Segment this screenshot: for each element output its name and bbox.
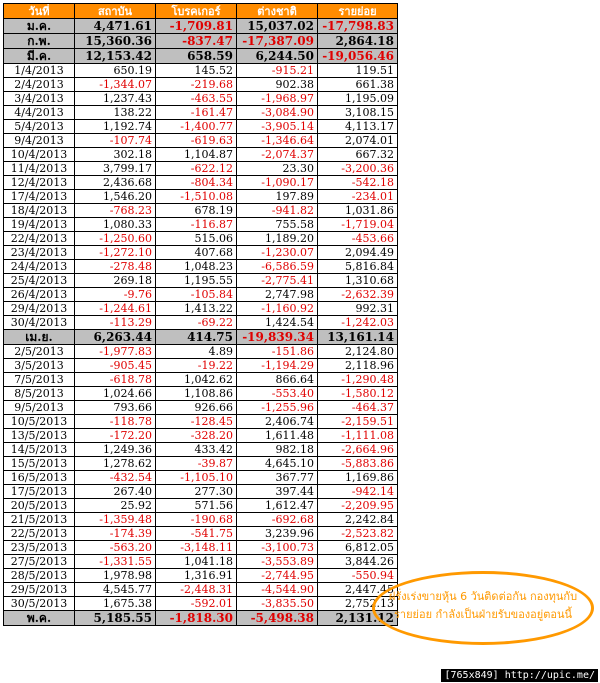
date-cell: เม.ย. — [4, 330, 75, 345]
date-cell: 22/4/2013 — [4, 232, 75, 246]
date-cell: 12/4/2013 — [4, 176, 75, 190]
table-row — [4, 204, 398, 218]
date-cell: 26/4/2013 — [4, 288, 75, 302]
value-cell: 1,978.98 — [75, 569, 156, 583]
table-row — [4, 555, 398, 569]
value-cell: -1,400.77 — [156, 120, 237, 134]
value-cell: -1,160.92 — [237, 302, 318, 316]
value-cell: 13,161.14 — [318, 330, 398, 345]
table-row — [4, 583, 398, 597]
value-cell: 667.32 — [318, 148, 398, 162]
value-cell: 793.66 — [75, 401, 156, 415]
value-cell: 15,360.36 — [75, 34, 156, 49]
value-cell: -9.76 — [75, 288, 156, 302]
date-cell: 20/5/2013 — [4, 499, 75, 513]
column-header: รายย่อย — [318, 4, 398, 19]
value-cell: -563.20 — [75, 541, 156, 555]
value-cell: -1,290.48 — [318, 373, 398, 387]
value-cell: 5,185.55 — [75, 611, 156, 626]
value-cell: 407.68 — [156, 246, 237, 260]
value-cell: 2,131.12 — [318, 611, 398, 626]
value-cell: 902.38 — [237, 78, 318, 92]
value-cell: -107.74 — [75, 134, 156, 148]
table-row — [4, 443, 398, 457]
value-cell: 1,413.22 — [156, 302, 237, 316]
value-cell: 367.77 — [237, 471, 318, 485]
value-cell: -1,105.10 — [156, 471, 237, 485]
date-cell: พ.ค. — [4, 611, 75, 626]
table-row — [4, 106, 398, 120]
table-row — [4, 148, 398, 162]
value-cell: 1,611.48 — [237, 429, 318, 443]
value-cell: -453.66 — [318, 232, 398, 246]
value-cell: -1,331.55 — [75, 555, 156, 569]
value-cell: 2,124.80 — [318, 345, 398, 359]
table-row — [4, 387, 398, 401]
table-row — [4, 78, 398, 92]
value-cell: -3,553.89 — [237, 555, 318, 569]
value-cell: 5,816.84 — [318, 260, 398, 274]
value-cell: 1,024.66 — [75, 387, 156, 401]
value-cell: -113.29 — [75, 316, 156, 330]
date-cell: 14/5/2013 — [4, 443, 75, 457]
value-cell: 1,424.54 — [237, 316, 318, 330]
annotation-line-2: รายย่อย กำลังเป็นฝ่ายรับของอยู่ตอนนี้ — [393, 608, 573, 621]
value-cell: -1,230.07 — [237, 246, 318, 260]
value-cell: 926.66 — [156, 401, 237, 415]
date-cell: 29/4/2013 — [4, 302, 75, 316]
value-cell: -692.68 — [237, 513, 318, 527]
value-cell: -463.55 — [156, 92, 237, 106]
value-cell: 1,189.20 — [237, 232, 318, 246]
value-cell: -69.22 — [156, 316, 237, 330]
date-cell: 9/5/2013 — [4, 401, 75, 415]
value-cell: 1,249.36 — [75, 443, 156, 457]
value-cell: 2,447.45 — [318, 583, 398, 597]
date-cell: 13/5/2013 — [4, 429, 75, 443]
value-cell: 1,278.62 — [75, 457, 156, 471]
value-cell: -1,344.07 — [75, 78, 156, 92]
value-cell: 982.18 — [237, 443, 318, 457]
value-cell: 1,031.86 — [318, 204, 398, 218]
table-row — [4, 162, 398, 176]
value-cell: 755.58 — [237, 218, 318, 232]
date-cell: 17/4/2013 — [4, 190, 75, 204]
date-cell: 29/5/2013 — [4, 583, 75, 597]
value-cell: -550.94 — [318, 569, 398, 583]
value-cell: 1,237.43 — [75, 92, 156, 106]
table-row — [4, 302, 398, 316]
value-cell: -432.54 — [75, 471, 156, 485]
date-cell: 19/4/2013 — [4, 218, 75, 232]
date-cell: ม.ค. — [4, 19, 75, 34]
value-cell: 397.44 — [237, 485, 318, 499]
value-cell: -17,387.09 — [237, 34, 318, 49]
table-row — [4, 513, 398, 527]
value-cell: 3,844.26 — [318, 555, 398, 569]
date-cell: 30/5/2013 — [4, 597, 75, 611]
value-cell: -2,209.95 — [318, 499, 398, 513]
value-cell: 302.18 — [75, 148, 156, 162]
value-cell: 658.59 — [156, 49, 237, 64]
value-cell: 145.52 — [156, 64, 237, 78]
value-cell: 678.19 — [156, 204, 237, 218]
date-cell: 2/4/2013 — [4, 78, 75, 92]
value-cell: 3,799.17 — [75, 162, 156, 176]
value-cell: -942.14 — [318, 485, 398, 499]
value-cell: 866.64 — [237, 373, 318, 387]
value-cell: 2,242.84 — [318, 513, 398, 527]
date-cell: 23/4/2013 — [4, 246, 75, 260]
value-cell: 2,074.01 — [318, 134, 398, 148]
date-cell: 11/4/2013 — [4, 162, 75, 176]
value-cell: 1,080.33 — [75, 218, 156, 232]
value-cell: 571.56 — [156, 499, 237, 513]
date-cell: 3/4/2013 — [4, 92, 75, 106]
value-cell: -19,839.34 — [237, 330, 318, 345]
value-cell: 23.30 — [237, 162, 318, 176]
table-row — [4, 527, 398, 541]
value-cell: -19,056.46 — [318, 49, 398, 64]
value-cell: 1,041.18 — [156, 555, 237, 569]
value-cell: -1,272.10 — [75, 246, 156, 260]
value-cell: -541.75 — [156, 527, 237, 541]
value-cell: -219.68 — [156, 78, 237, 92]
date-cell: 5/4/2013 — [4, 120, 75, 134]
table-row — [4, 316, 398, 330]
value-cell: 269.18 — [75, 274, 156, 288]
value-cell: 138.22 — [75, 106, 156, 120]
value-cell: -5,883.86 — [318, 457, 398, 471]
value-cell: 12,153.42 — [75, 49, 156, 64]
date-cell: 27/5/2013 — [4, 555, 75, 569]
date-cell: 10/5/2013 — [4, 415, 75, 429]
date-cell: 10/4/2013 — [4, 148, 75, 162]
value-cell: 4,471.61 — [75, 19, 156, 34]
value-cell: -234.01 — [318, 190, 398, 204]
value-cell: -6,586.59 — [237, 260, 318, 274]
value-cell: -105.84 — [156, 288, 237, 302]
value-cell: 2,436.68 — [75, 176, 156, 190]
value-cell: -2,074.37 — [237, 148, 318, 162]
table-row — [4, 415, 398, 429]
value-cell: 1,316.91 — [156, 569, 237, 583]
value-cell: 1,195.55 — [156, 274, 237, 288]
value-cell: 1,310.68 — [318, 274, 398, 288]
table-row — [4, 218, 398, 232]
date-cell: 3/5/2013 — [4, 359, 75, 373]
value-cell: -5,498.38 — [237, 611, 318, 626]
value-cell: -1,194.29 — [237, 359, 318, 373]
value-cell: -464.37 — [318, 401, 398, 415]
value-cell: -2,744.95 — [237, 569, 318, 583]
value-cell: -1,255.96 — [237, 401, 318, 415]
value-cell: -161.47 — [156, 106, 237, 120]
table-row — [4, 373, 398, 387]
value-cell: -1,346.64 — [237, 134, 318, 148]
table-row — [4, 288, 398, 302]
value-cell: -1,090.17 — [237, 176, 318, 190]
value-cell: 197.89 — [237, 190, 318, 204]
date-cell: 16/5/2013 — [4, 471, 75, 485]
table-row — [4, 274, 398, 288]
value-cell: 4,645.10 — [237, 457, 318, 471]
value-cell: -619.63 — [156, 134, 237, 148]
value-cell: 992.31 — [318, 302, 398, 316]
date-cell: 4/4/2013 — [4, 106, 75, 120]
value-cell: -2,159.51 — [318, 415, 398, 429]
value-cell: -837.47 — [156, 34, 237, 49]
value-cell: -3,905.14 — [237, 120, 318, 134]
value-cell: 1,108.86 — [156, 387, 237, 401]
table-row — [4, 134, 398, 148]
value-cell: -1,719.04 — [318, 218, 398, 232]
value-cell: 650.19 — [75, 64, 156, 78]
value-cell: 2,406.74 — [237, 415, 318, 429]
date-cell: 2/5/2013 — [4, 345, 75, 359]
value-cell: 1,192.74 — [75, 120, 156, 134]
value-cell: -1,580.12 — [318, 387, 398, 401]
value-cell: -174.39 — [75, 527, 156, 541]
value-cell: -592.01 — [156, 597, 237, 611]
value-cell: -17,798.83 — [318, 19, 398, 34]
value-cell: -3,200.36 — [318, 162, 398, 176]
value-cell: -116.87 — [156, 218, 237, 232]
date-cell: 7/5/2013 — [4, 373, 75, 387]
value-cell: 2,118.96 — [318, 359, 398, 373]
value-cell: -1,250.60 — [75, 232, 156, 246]
table-row — [4, 190, 398, 204]
table-row — [4, 457, 398, 471]
value-cell: 6,263.44 — [75, 330, 156, 345]
table-row — [4, 246, 398, 260]
value-cell: -618.78 — [75, 373, 156, 387]
value-cell: 1,675.38 — [75, 597, 156, 611]
table-row — [4, 499, 398, 513]
value-cell: -172.20 — [75, 429, 156, 443]
table-row — [4, 485, 398, 499]
monthly-summary-row — [4, 19, 398, 34]
column-header: วันที่ — [4, 4, 75, 19]
value-cell: 2,094.49 — [318, 246, 398, 260]
table-row — [4, 232, 398, 246]
trading-table — [3, 3, 398, 626]
table-row — [4, 92, 398, 106]
value-cell: -1,111.08 — [318, 429, 398, 443]
table-row — [4, 64, 398, 78]
value-cell: -1,510.08 — [156, 190, 237, 204]
column-header: โบรคเกอร์ — [156, 4, 237, 19]
table-row — [4, 260, 398, 274]
value-cell: 433.42 — [156, 443, 237, 457]
value-cell: -2,632.39 — [318, 288, 398, 302]
value-cell: -128.45 — [156, 415, 237, 429]
value-cell: 2,747.98 — [237, 288, 318, 302]
table-row — [4, 569, 398, 583]
value-cell: 4.89 — [156, 345, 237, 359]
value-cell: -3,148.11 — [156, 541, 237, 555]
value-cell: -553.40 — [237, 387, 318, 401]
value-cell: -2,523.82 — [318, 527, 398, 541]
value-cell: 1,169.86 — [318, 471, 398, 485]
date-cell: มี.ค. — [4, 49, 75, 64]
value-cell: 277.30 — [156, 485, 237, 499]
date-cell: 17/5/2013 — [4, 485, 75, 499]
table-row — [4, 597, 398, 611]
table-row — [4, 359, 398, 373]
value-cell: 414.75 — [156, 330, 237, 345]
trading-table-body — [4, 4, 398, 626]
value-cell: -1,359.48 — [75, 513, 156, 527]
value-cell: 119.51 — [318, 64, 398, 78]
column-header: สถาบัน — [75, 4, 156, 19]
value-cell: 3,239.96 — [237, 527, 318, 541]
value-cell: 25.92 — [75, 499, 156, 513]
value-cell: 1,104.87 — [156, 148, 237, 162]
value-cell: -3,084.90 — [237, 106, 318, 120]
value-cell: -1,977.83 — [75, 345, 156, 359]
value-cell: -768.23 — [75, 204, 156, 218]
table-row — [4, 120, 398, 134]
value-cell: 1,612.47 — [237, 499, 318, 513]
value-cell: -328.20 — [156, 429, 237, 443]
value-cell: -1,818.30 — [156, 611, 237, 626]
value-cell: -4,544.90 — [237, 583, 318, 597]
value-cell: -19.22 — [156, 359, 237, 373]
watermark: [765x849] http://upic.me/ — [441, 669, 598, 682]
monthly-summary-row — [4, 611, 398, 626]
annotation-callout — [372, 571, 594, 645]
value-cell: 4,113.17 — [318, 120, 398, 134]
monthly-summary-row — [4, 330, 398, 345]
value-cell: -915.21 — [237, 64, 318, 78]
value-cell: -190.68 — [156, 513, 237, 527]
date-cell: 30/4/2013 — [4, 316, 75, 330]
value-cell: -1,244.61 — [75, 302, 156, 316]
value-cell: -2,664.96 — [318, 443, 398, 457]
value-cell: 6,244.50 — [237, 49, 318, 64]
value-cell: -151.86 — [237, 345, 318, 359]
date-cell: 23/5/2013 — [4, 541, 75, 555]
value-cell: -905.45 — [75, 359, 156, 373]
date-cell: ก.พ. — [4, 34, 75, 49]
date-cell: 18/4/2013 — [4, 204, 75, 218]
value-cell: 661.38 — [318, 78, 398, 92]
value-cell: 1,195.09 — [318, 92, 398, 106]
table-row — [4, 429, 398, 443]
value-cell: 1,048.23 — [156, 260, 237, 274]
value-cell: 2,864.18 — [318, 34, 398, 49]
value-cell: 4,545.77 — [75, 583, 156, 597]
date-cell: 22/5/2013 — [4, 527, 75, 541]
value-cell: -1,709.81 — [156, 19, 237, 34]
value-cell: -2,775.41 — [237, 274, 318, 288]
date-cell: 9/4/2013 — [4, 134, 75, 148]
column-header: ต่างชาติ — [237, 4, 318, 19]
value-cell: -941.82 — [237, 204, 318, 218]
date-cell: 28/5/2013 — [4, 569, 75, 583]
value-cell: -622.12 — [156, 162, 237, 176]
table-header-row — [4, 4, 398, 19]
value-cell: 1,042.62 — [156, 373, 237, 387]
monthly-summary-row — [4, 34, 398, 49]
value-cell: -542.18 — [318, 176, 398, 190]
table-row — [4, 541, 398, 555]
value-cell: 3,108.15 — [318, 106, 398, 120]
date-cell: 24/4/2013 — [4, 260, 75, 274]
value-cell: -804.34 — [156, 176, 237, 190]
value-cell: -278.48 — [75, 260, 156, 274]
monthly-summary-row — [4, 49, 398, 64]
value-cell: 515.06 — [156, 232, 237, 246]
date-cell: 15/5/2013 — [4, 457, 75, 471]
value-cell: -1,242.03 — [318, 316, 398, 330]
annotation-line-1: ฝรั่งเร่งขายหุ้น 6 วันติดต่อกัน กองทุนกับ — [388, 590, 578, 603]
date-cell: 8/5/2013 — [4, 387, 75, 401]
date-cell: 25/4/2013 — [4, 274, 75, 288]
table-row — [4, 401, 398, 415]
value-cell: -3,100.73 — [237, 541, 318, 555]
table-row — [4, 176, 398, 190]
date-cell: 21/5/2013 — [4, 513, 75, 527]
date-cell: 1/4/2013 — [4, 64, 75, 78]
value-cell: -3,835.50 — [237, 597, 318, 611]
value-cell: 6,812.05 — [318, 541, 398, 555]
value-cell: 15,037.02 — [237, 19, 318, 34]
value-cell: -1,968.97 — [237, 92, 318, 106]
table-row — [4, 345, 398, 359]
value-cell: 2,752.13 — [318, 597, 398, 611]
table-row — [4, 471, 398, 485]
value-cell: 1,546.20 — [75, 190, 156, 204]
value-cell: -118.78 — [75, 415, 156, 429]
value-cell: 267.40 — [75, 485, 156, 499]
value-cell: -2,448.31 — [156, 583, 237, 597]
value-cell: -39.87 — [156, 457, 237, 471]
